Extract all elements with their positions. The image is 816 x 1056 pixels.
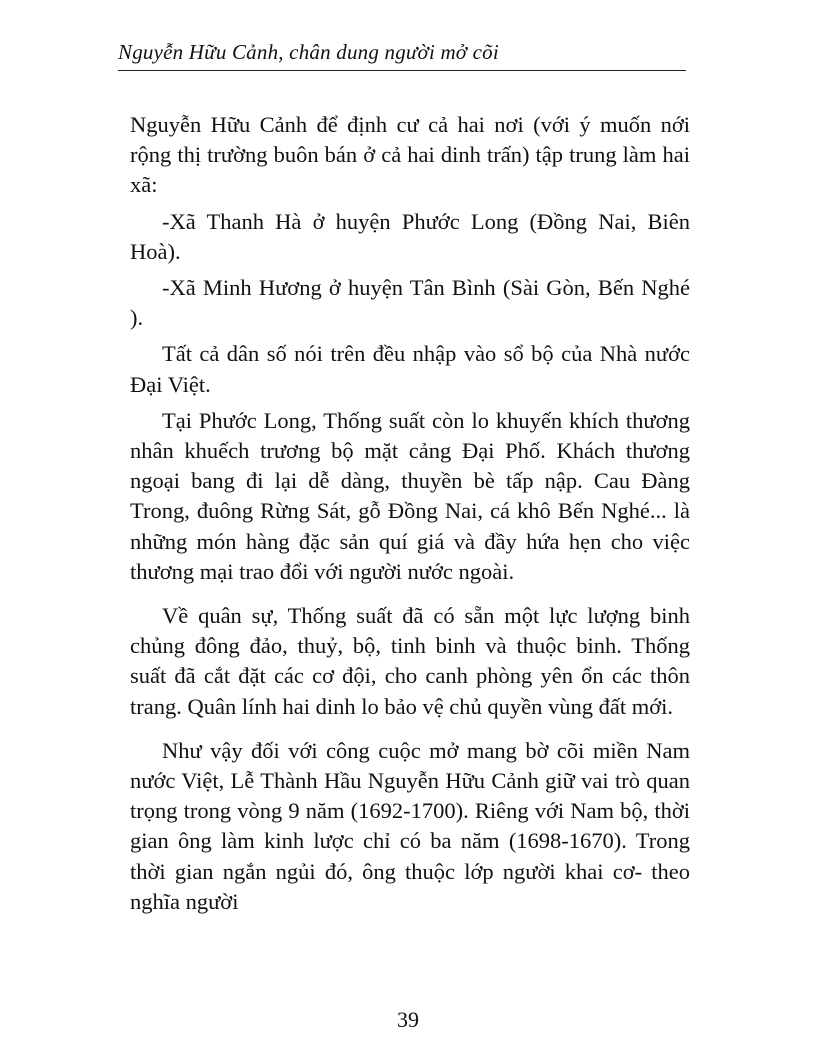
page-body	[130, 110, 690, 917]
paragraph-continuation: Nguyễn Hữu Cảnh để định cư cả hai nơi (với ý muốn nới rộng thị trường buôn bán ở cả hai dinh trấn) tập trung làm hai xã:	[130, 112, 690, 198]
paragraph-military: Về quân sự, Thống suất đã có sẵn một lực lượng binh chủng đông đảo, thuỷ, bộ, tinh binh và thuộc binh. Thống suất đã cắt đặt các cơ đội, cho canh phòng yên ổn các thôn trang. Quân lính hai dinh lo bảo vệ chủ quyền vùng đất mới.	[130, 603, 690, 719]
page-number: 39	[397, 1007, 419, 1032]
paragraph-list-item-minh-huong: -Xã Minh Hương ở huyện Tân Bình (Sài Gòn, Bến Nghé ).	[130, 275, 690, 331]
running-header-title: Nguyễn Hữu Cảnh, chân dung người mở cõi	[118, 40, 499, 64]
running-header	[118, 36, 686, 71]
paragraph-summary: Như vậy đối với công cuộc mở mang bờ cõi miền Nam nước Việt, Lễ Thành Hầu Nguyễn Hữu Cảnh giữ vai trò quan trọng trong vòng 9 năm (1692-1700). Riêng với Nam bộ, thời gian ông làm kinh lược chỉ có ba năm (1698-1670). Trong thời gian ngắn ngủi đó, ông thuộc lớp người khai cơ- theo nghĩa người	[130, 737, 690, 914]
paragraph-phuoc-long-trade: Tại Phước Long, Thống suất còn lo khuyến khích thương nhân khuếch trương bộ mặt cảng Đại Phố. Khách thương ngoại bang đi lại dễ dàng, thuyền bè tấp nập. Cau Đàng Trong, đuông Rừng Sát, gỗ Đồng Nai, cá khô Bến Nghé... là những món hàng đặc sản quí giá và đầy hứa hẹn cho việc thương mại trao đổi với người nước ngoài.	[130, 407, 690, 584]
paragraph-population: Tất cả dân số nói trên đều nhập vào sổ bộ của Nhà nước Đại Việt.	[130, 341, 690, 397]
paragraph-list-item-thanh-ha: -Xã Thanh Hà ở huyện Phước Long (Đồng Nai, Biên Hoà).	[130, 208, 690, 264]
